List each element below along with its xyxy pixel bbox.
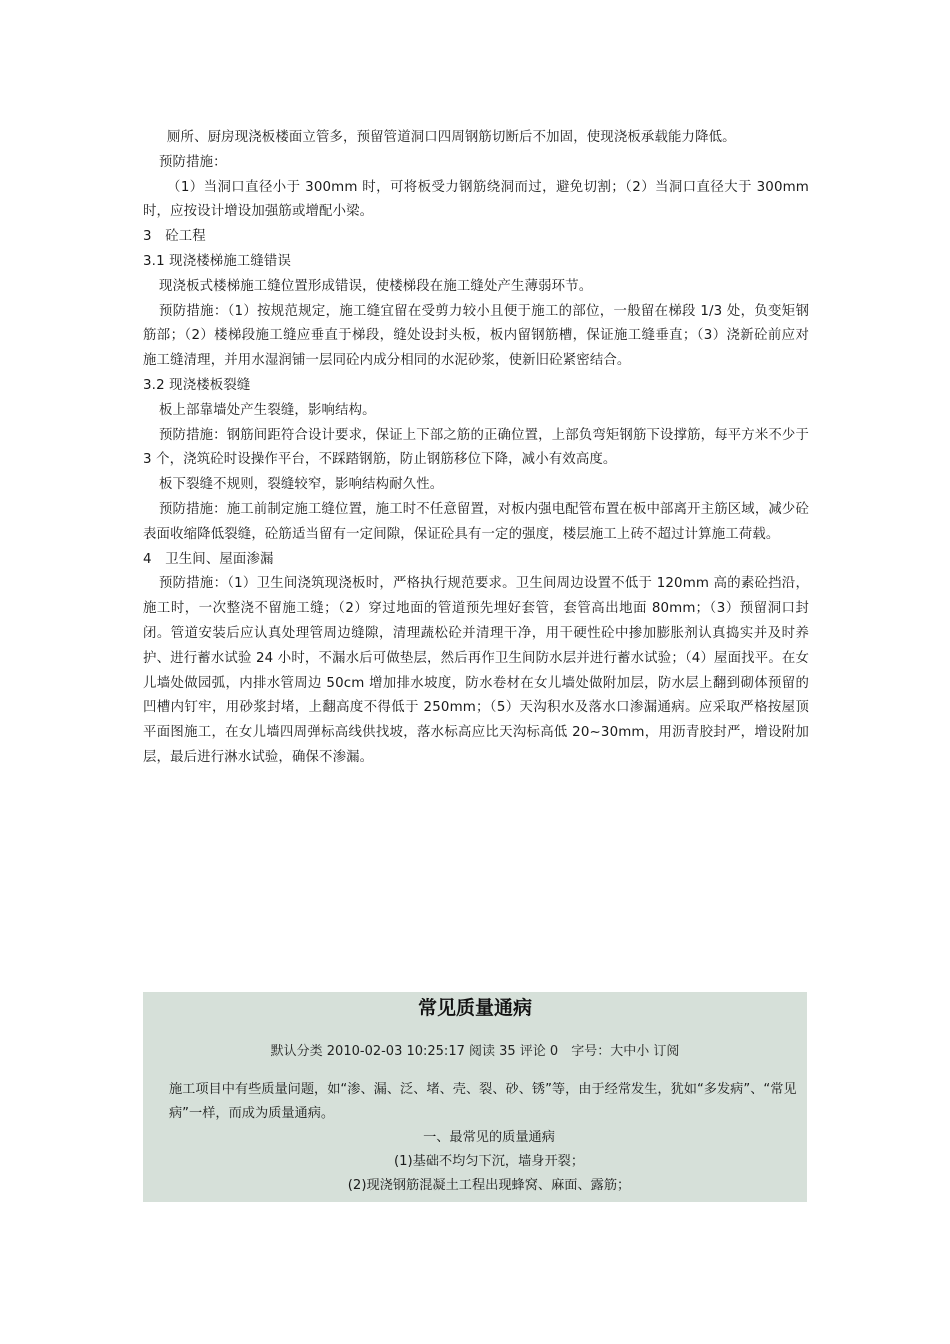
paragraph: 预防措施：钢筋间距符合设计要求，保证上下部之筋的正确位置，上部负弯矩钢筋下设撑筋，每平方米不少于 3 个，浇筑砼时设操作平台，不踩踏钢筋，防止钢筋移位下降，减小有效高度。 (143, 427, 809, 468)
post-section-heading: 一、最常见的质量通病 (423, 1130, 555, 1145)
paragraph: 预防措施：（1）卫生间浇筑现浇板时，严格执行规范要求。卫生间周边设置不低于 120mm 高的素砼挡沿，施工时，一次整浇不留施工缝；（2）穿过地面的管道预先埋好套管，套管高出地面 80mm；（3）预留洞口封闭。管道安装后应认真处理管周边缝隙，清理蔬松砼并清理干净，用干硬性砼中掺加膨胀剂认真捣实并及时养护、进行蓄水试验 24 小时，不漏水后可做垫层，然后再作卫生间防水层并进行蓄水试验；（4）屋面找平。在女儿墙处做园弧，内排水管周边 50cm 增加排水坡度，防水卷材在女儿墙处做附加层，防水层上翻到砌体预留的凹槽内钉牢，用砂浆封堵，上翻高度不得低于 250mm；（5）天沟积水及落水口渗漏通病。应采取严格按屋顶平面图施工，在女儿墙四周弹标高线供找坡，落水标高应比天沟标高低 20~30mm，用沥青胶封严，增设附加层，最后进行淋水试验，确保不渗漏。 (143, 576, 809, 765)
document-body (143, 126, 809, 771)
post-body (169, 1078, 807, 1198)
list-item: (1)基础不均匀下沉，墙身开裂； (393, 1154, 585, 1169)
blog-post-card (143, 992, 807, 1202)
paragraph: 预防措施：（1）按规范规定，施工缝宜留在受剪力较小且便于施工的部位，一般留在梯段 1/3 处，负变矩钢筋部；（2）楼梯段施工缝应垂直于梯段，缝处设封头板，板内留钢筋槽，保证施工缝垂直；（3）浇新砼前应对施工缝清理，并用水湿润铺一层同砼内成分相同的水泥砂浆，使新旧砼紧密结合。 (143, 303, 809, 369)
paragraph: 板上部靠墙处产生裂缝，影响结构。 (159, 402, 376, 418)
paragraph: 预防措施： (159, 154, 227, 170)
section-heading: 4 卫生间、屋面渗漏 (143, 551, 274, 567)
list-item: (2)现浇钢筋混凝土工程出现蜂窝、麻面、露筋； (347, 1178, 631, 1193)
paragraph: 现浇板式楼梯施工缝位置形成错误，使楼梯段在施工缝处产生薄弱环节。 (159, 278, 593, 294)
subsection-heading: 3.2 现浇楼板裂缝 (143, 377, 251, 393)
post-meta: 默认分类 2010-02-03 10:25:17 阅读 35 评论 0 字号：大中小 订阅 (270, 1044, 680, 1059)
paragraph: 板下裂缝不规则，裂缝较窄，影响结构耐久性。 (159, 477, 444, 493)
subsection-heading: 3.1 现浇楼梯施工缝错误 (143, 253, 292, 269)
post-title: 常见质量通病 (417, 997, 532, 1019)
paragraph: （1）当洞口直径小于 300mm 时，可将板受力钢筋绕洞而过，避免切割；（2）当洞口直径大于 300mm 时，应按设计增设加强筋或增配小梁。 (143, 179, 809, 220)
paragraph: 厕所、厨房现浇板楼面立管多，预留管道洞口四周钢筋切断后不加固，使现浇板承载能力降低。 (167, 130, 736, 145)
post-intro: 施工项目中有些质量问题，如“渗、漏、泛、堵、壳、裂、砂、锈”等，由于经常发生，犹如“多发病”、“常见病”一样，而成为质量通病。 (169, 1082, 797, 1121)
paragraph: 预防措施：施工前制定施工缝位置，施工时不任意留置，对板内强电配管布置在板中部离开主筋区域，减少砼表面收缩降低裂缝，砼筋适当留有一定间隙，保证砼具有一定的强度，楼层施工上砖不超过计算施工荷载。 (143, 501, 809, 542)
section-heading: 3 砼工程 (143, 229, 206, 245)
